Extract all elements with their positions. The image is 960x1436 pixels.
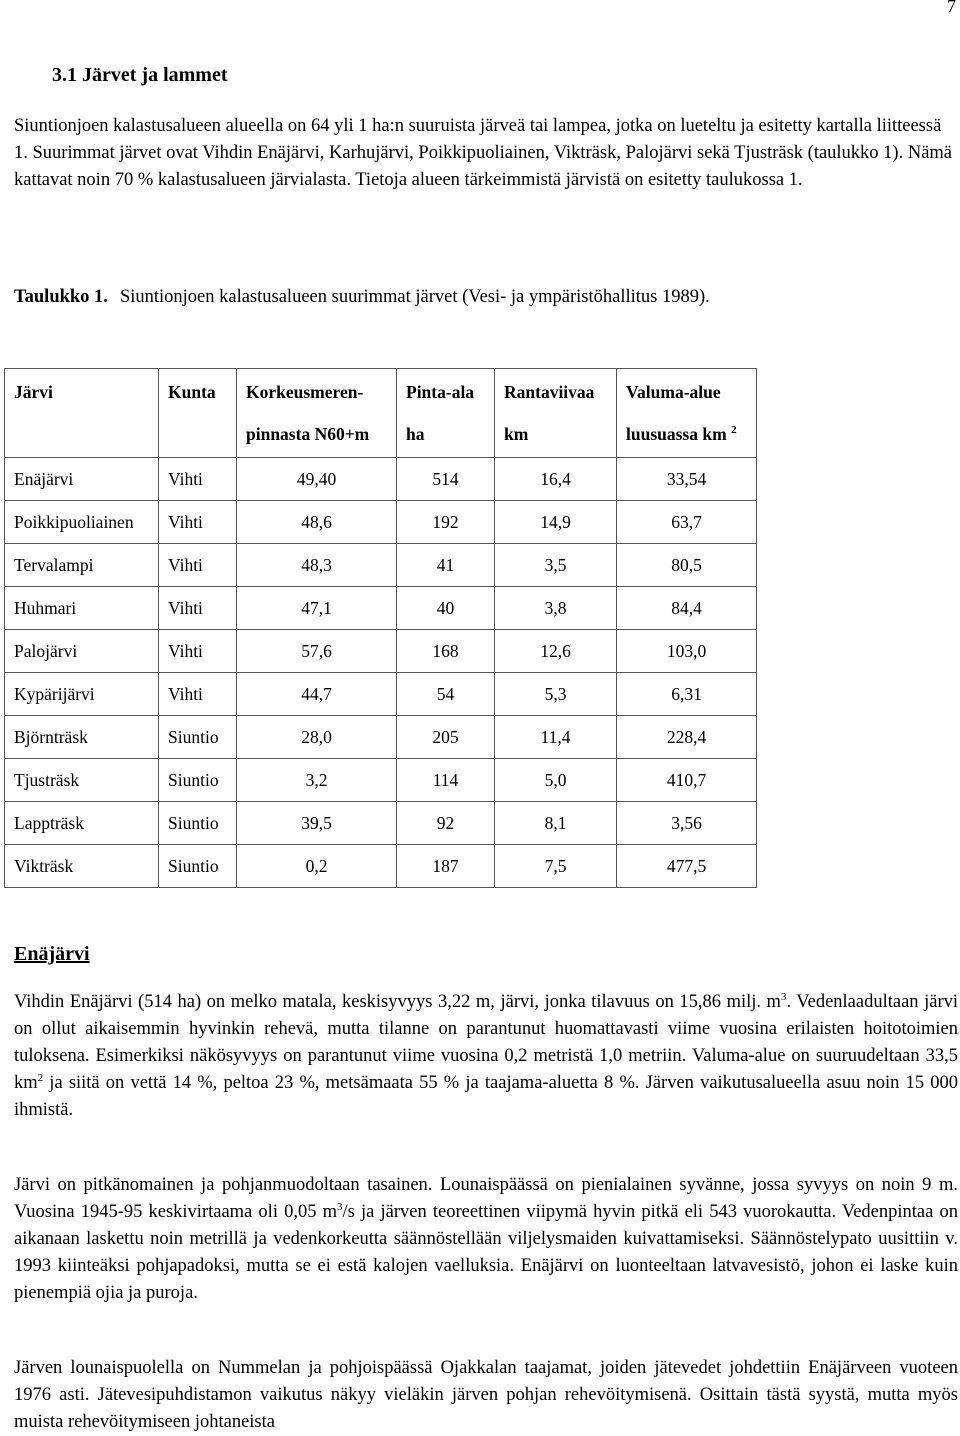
table-row: [5, 544, 757, 587]
elevation-cell: 0,2: [237, 845, 397, 888]
shoreline-cell: 12,6: [495, 630, 617, 673]
lake-name-cell: Poikkipuoliainen: [5, 501, 159, 544]
shoreline-cell: 14,9: [495, 501, 617, 544]
shoreline-cell: 5,3: [495, 673, 617, 716]
elevation-cell: 57,6: [237, 630, 397, 673]
area-cell: 187: [397, 845, 495, 888]
table-row: [5, 673, 757, 716]
municipality-cell: Siuntio: [159, 716, 237, 759]
area-cell: 41: [397, 544, 495, 587]
table-row: [5, 759, 757, 802]
lake-name-cell: Lappträsk: [5, 802, 159, 845]
area-cell: 114: [397, 759, 495, 802]
shoreline-cell: 3,5: [495, 544, 617, 587]
header-korkeus: Korkeusmeren- pinnasta N60+m: [237, 369, 397, 458]
elevation-cell: 47,1: [237, 587, 397, 630]
header-jarvi: Järvi: [5, 369, 159, 458]
table-row: [5, 716, 757, 759]
table-label: Taulukko 1.: [14, 287, 108, 307]
lake-name-cell: Björnträsk: [5, 716, 159, 759]
header-rantaviiva: Rantaviivaa km: [495, 369, 617, 458]
section-title: 3.1 Järvet ja lammet: [52, 64, 228, 86]
header-kunta: Kunta: [159, 369, 237, 458]
catchment-cell: 63,7: [617, 501, 757, 544]
table-row: [5, 587, 757, 630]
shoreline-cell: 3,8: [495, 587, 617, 630]
elevation-cell: 49,40: [237, 458, 397, 501]
catchment-cell: 410,7: [617, 759, 757, 802]
catchment-cell: 103,0: [617, 630, 757, 673]
municipality-cell: Siuntio: [159, 759, 237, 802]
shoreline-cell: 16,4: [495, 458, 617, 501]
shoreline-cell: 8,1: [495, 802, 617, 845]
lake-name-cell: Tervalampi: [5, 544, 159, 587]
lake-name-cell: Palojärvi: [5, 630, 159, 673]
table-header-row: [5, 369, 757, 458]
table-row: [5, 458, 757, 501]
elevation-cell: 28,0: [237, 716, 397, 759]
lake-name-cell: Tjusträsk: [5, 759, 159, 802]
shoreline-cell: 7,5: [495, 845, 617, 888]
paragraph-1: Vihdin Enäjärvi (514 ha) on melko matala, keskisyvyys 3,22 m, järvi, jonka tilavuus on 15,86 milj. $m^3$. Vedenlaadultaan järvi on ollut aikaisemmin hyvinkin rehevä, mutta tilanne on parantunut huomattavasti viime vuosina erilaisten hoitotoimien tuloksena. Esimerkiksi näkösyvyys on parantunut viime vuosina 0,2 metristä 1,0 metriin. Valuma-alue on suuruudeltaan 33,5 $km^2$ ja siitä on vettä 14 %, peltoa 23 %, metsämaata 55 % ja taajama-aluetta 8 %. Järven vaikutusalueella asuu noin 15 000 ihmistä.: [14, 990, 958, 1120]
municipality-cell: Vihti: [159, 458, 237, 501]
area-cell: 192: [397, 501, 495, 544]
catchment-cell: 84,4: [617, 587, 757, 630]
catchment-cell: 33,54: [617, 458, 757, 501]
page-number: 7: [947, 0, 956, 16]
table-row: [5, 501, 757, 544]
area-cell: 40: [397, 587, 495, 630]
area-cell: 168: [397, 630, 495, 673]
table-row: [5, 630, 757, 673]
paragraph-2: Järvi on pitkänomainen ja pohjanmuodoltaan tasainen. Lounaispäässä on pienialainen syvänne, jossa syvyys on noin 9 m. Vuosina 1945-95 keskivirtaama oli 0,05 $m^3/s$ ja järven teoreettinen viipymä hyvin pitkä eli 543 vuorokautta. Vedenpintaa on aikanaan laskettu noin metrillä ja vedenkorkeutta säännöstellään viljelysmaiden kuivattamiseksi. Säännöstelypato uusittiin v. 1993 kiinteäksi pohjapadoksi, mutta se ei estä kalojen vaelluksia. Enäjärvi on luonteeltaan latvavesistö, johon ei laske kuin pienempiä ojia ja puroja.: [14, 1175, 958, 1303]
lake-name-cell: Vikträsk: [5, 845, 159, 888]
municipality-cell: Vihti: [159, 587, 237, 630]
municipality-cell: Siuntio: [159, 802, 237, 845]
elevation-cell: 48,3: [237, 544, 397, 587]
municipality-cell: Siuntio: [159, 845, 237, 888]
area-cell: 205: [397, 716, 495, 759]
municipality-cell: Vihti: [159, 544, 237, 587]
header-pinta-ala: Pinta-ala ha: [397, 369, 495, 458]
catchment-cell: 228,4: [617, 716, 757, 759]
municipality-cell: Vihti: [159, 630, 237, 673]
shoreline-cell: 11,4: [495, 716, 617, 759]
elevation-cell: 39,5: [237, 802, 397, 845]
lakes-table: [4, 368, 757, 888]
area-cell: 92: [397, 802, 495, 845]
elevation-cell: 3,2: [237, 759, 397, 802]
intro-paragraph: Siuntionjoen kalastusalueen alueella on 64 yli 1 ha:n suuruista järveä tai lampea, jotka on lueteltu ja esitetty kartalla liitteessä 1. Suurimmat järvet ovat Vihdin Enäjärvi, Karhujärvi, Poikkipuoliainen, Vikträsk, Palojärvi sekä Tjusträsk (taulukko 1). Nämä kattavat noin 70 % kalastusalueen järvialasta. Tietoja alueen tärkeimmistä järvistä on esitetty taulukossa 1.: [14, 116, 953, 190]
catchment-cell: 6,31: [617, 673, 757, 716]
lake-name-cell: Enäjärvi: [5, 458, 159, 501]
paragraph-3: Järven lounaispuolella on Nummelan ja pohjoispäässä Ojakkalan taajamat, joiden jätevedet johdettiin Enäjärveen vuoteen 1976 asti. Jätevesipuhdistamon vaikutus näkyy vieläkin järven pohjan rehevöitymisenä. Osittain tästä syystä, mutta myös muista rehevöitymiseen johtaneista: [14, 1358, 958, 1432]
lake-name-cell: Huhmari: [5, 587, 159, 630]
catchment-cell: 3,56: [617, 802, 757, 845]
catchment-cell: 80,5: [617, 544, 757, 587]
table-caption: [14, 287, 710, 308]
elevation-cell: 48,6: [237, 501, 397, 544]
subheading-enajarvi: Enäjärvi: [14, 943, 90, 965]
shoreline-cell: 5,0: [495, 759, 617, 802]
table-row: [5, 845, 757, 888]
area-cell: 514: [397, 458, 495, 501]
municipality-cell: Vihti: [159, 673, 237, 716]
table-row: [5, 802, 757, 845]
lake-name-cell: Kypärijärvi: [5, 673, 159, 716]
elevation-cell: 44,7: [237, 673, 397, 716]
table-caption-text: Siuntionjoen kalastusalueen suurimmat järvet (Vesi- ja ympäristöhallitus 1989).: [119, 287, 710, 307]
header-valuma-alue: Valuma-alue luusuassa km $^2$: [617, 369, 757, 458]
municipality-cell: Vihti: [159, 501, 237, 544]
area-cell: 54: [397, 673, 495, 716]
catchment-cell: 477,5: [617, 845, 757, 888]
